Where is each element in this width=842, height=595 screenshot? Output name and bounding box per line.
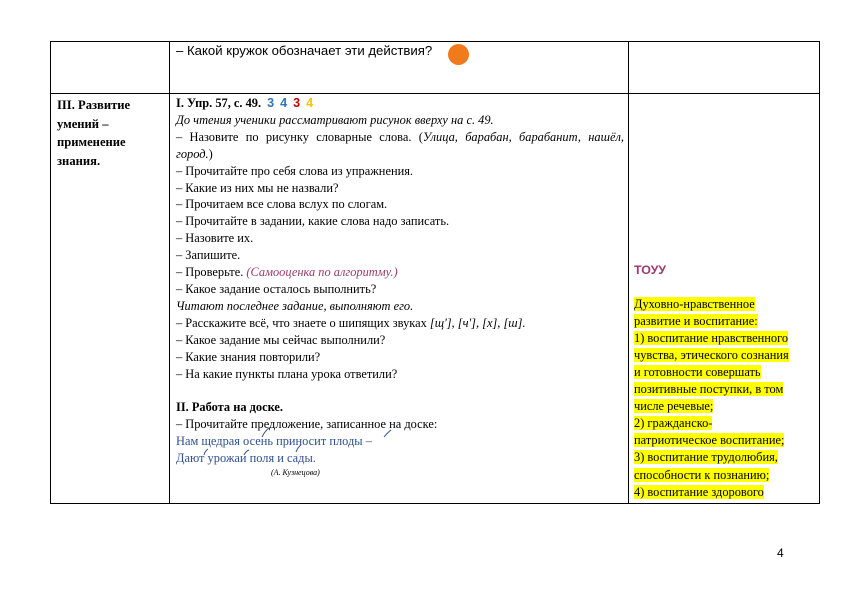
competency-line: патриотическое воспитание; (634, 433, 785, 448)
content-line-1: До чтения ученики рассматривают рисунок вверху на с. 49. (176, 112, 494, 127)
content-line-17: – Прочитайте предложение, записанное на доске: (176, 417, 438, 432)
content-line-7: – Назовите их. (176, 231, 254, 246)
exercise-number-3: 3 (293, 96, 301, 110)
exercise-label: I. Упр. 57, с. 49. (176, 96, 262, 110)
poem-line-1: Нам щедрая осень приносит плоды – (176, 434, 372, 449)
exercise-number-4: 4 (306, 96, 314, 110)
page-number: 4 (777, 546, 784, 560)
content-line-2b: Улица, барабан, барабанит, нашёл, город. (176, 129, 624, 161)
content-line-13: – Какое задание мы сейчас выполнили? (176, 332, 386, 347)
content-line-3: – Прочитайте про себя слова из упражнения. (176, 163, 414, 178)
competency-line: Духовно-нравственное (634, 297, 755, 312)
competency-line: и готовности совершать (634, 365, 761, 380)
poem-author: (А. Кузнецова) (271, 467, 320, 477)
content-line-4: – Какие из них мы не назвали? (176, 180, 339, 195)
competency-line: 1) воспитание нравственного (634, 331, 789, 346)
exercise-number-1: 3 (267, 96, 275, 110)
competency-line: 2) гражданско- (634, 416, 713, 431)
content-line-2a: – Назовите по рисунку словарные слова. ( (176, 129, 423, 144)
content-line-11: Читают последнее задание, выполняют его. (176, 298, 414, 313)
competency-line: позитивные поступки, в том (634, 382, 784, 397)
stage-title: III. Развитие умений – применение знания. (57, 98, 131, 168)
competency-line: 3) воспитание трудолюбия, (634, 450, 778, 465)
poem-line-2: Дают урожаи поля и сады. (176, 451, 316, 466)
competency-line: чувства, этического сознания (634, 348, 789, 363)
content-line-5: – Прочитаем все слова вслух по слогам. (176, 197, 388, 212)
touu-title: ТОУУ (634, 263, 667, 277)
content-line-12a: – Расскажите всё, что знаете о шипящих звуках (176, 315, 430, 330)
content-line-14: – Какие знания повторили? (176, 349, 321, 364)
content-line-8: – Запишите. (176, 248, 241, 263)
row1-question: – Какой кружок обозначает эти действия? (176, 43, 433, 58)
self-assessment-note: (Самооценка по алгоритму.) (246, 265, 398, 280)
sounds-list: [щ'], [ч'], [х], [ш]. (429, 315, 526, 330)
content-line-15: – На какие пункты плана урока ответили? (176, 366, 398, 381)
exercise-number-2: 4 (280, 96, 288, 110)
competency-line: числе речевые; (634, 399, 714, 414)
competencies-list (634, 296, 814, 501)
competency-line: развитие и воспитание: (634, 314, 758, 329)
board-work-heading: II. Работа на доске. (176, 400, 284, 415)
content-line-2c: ) (208, 146, 213, 161)
content-line-9a: – Проверьте. (176, 265, 247, 280)
competency-line: 4) воспитание здорового (634, 484, 764, 499)
competencies-cell (634, 262, 814, 501)
content-line-6: – Прочитайте в задании, какие слова надо записать. (176, 214, 450, 229)
content-line-10: – Какое задание осталось выполнить? (176, 281, 377, 296)
competency-line: способности к познанию; (634, 467, 770, 482)
